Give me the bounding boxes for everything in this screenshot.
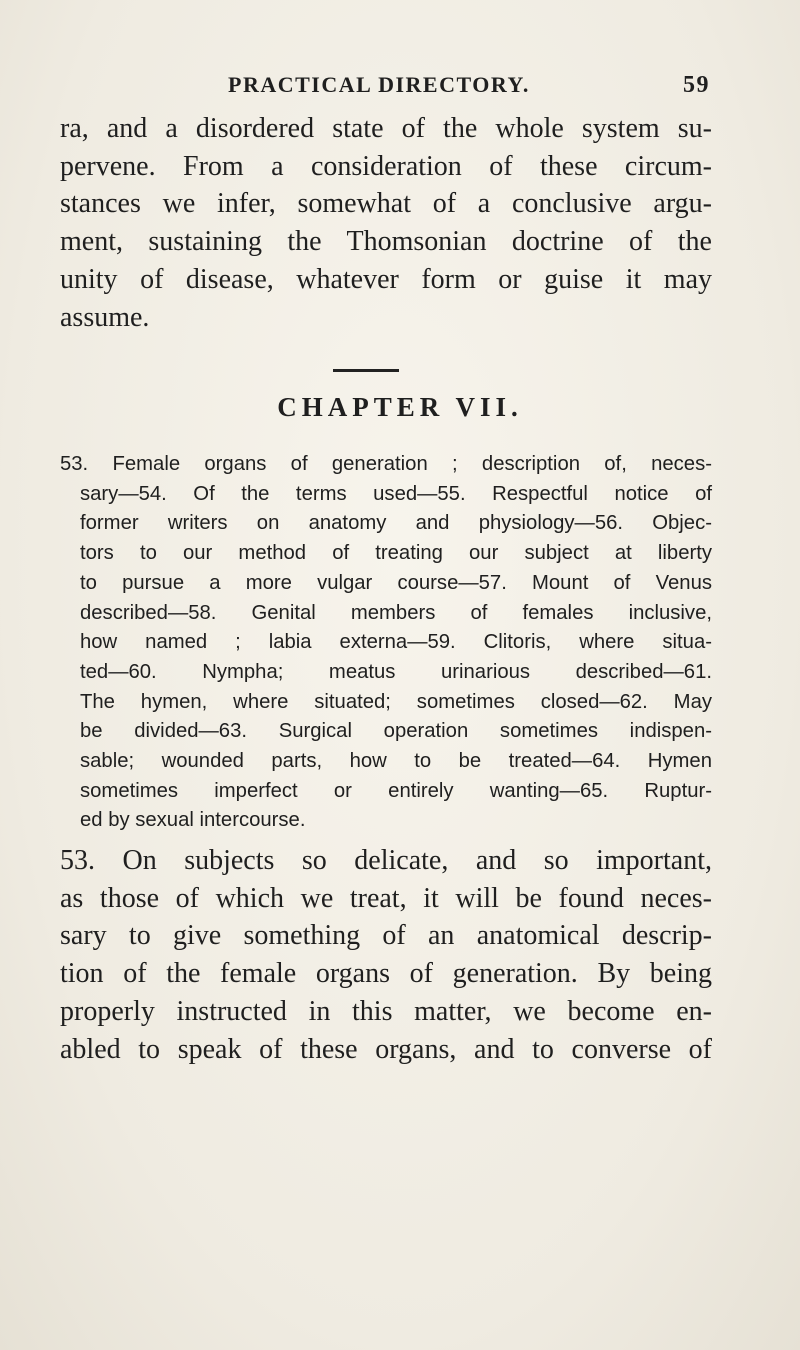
summary-line: sometimes imperfect or entirely wanting—65. Ruptur- bbox=[80, 779, 712, 802]
intro-paragraph bbox=[60, 110, 712, 336]
chapter-summary bbox=[60, 450, 712, 836]
summary-line: sable; wounded parts, how to be treated—64. Hymen bbox=[80, 750, 712, 773]
text-line: abled to speak of these organs, and to converse of bbox=[60, 1033, 712, 1065]
text-line: tion of the female organs of generation. By being bbox=[60, 958, 712, 990]
text-line: as those of which we treat, it will be found neces- bbox=[60, 882, 712, 914]
summary-line: sary—54. Of the terms used—55. Respectful notice of bbox=[80, 482, 712, 505]
text-line: pervene. From a consideration of these circum- bbox=[60, 150, 712, 182]
text-line: unity of disease, whatever form or guise it may bbox=[60, 263, 712, 295]
text-line: ment, sustaining the Thomsonian doctrine of the bbox=[60, 226, 712, 258]
body-paragraph bbox=[60, 842, 712, 1068]
text-line: ra, and a disordered state of the whole system su- bbox=[60, 113, 712, 144]
section-divider bbox=[333, 369, 399, 372]
text-line: properly instructed in this matter, we become en- bbox=[60, 995, 712, 1027]
summary-line: how named ; labia externa—59. Clitoris, where situa- bbox=[80, 631, 712, 654]
page-number: 59 bbox=[683, 72, 710, 98]
summary-line: former writers on anatomy and physiology—56. Objec- bbox=[80, 512, 712, 535]
summary-line: described—58. Genital members of females inclusive, bbox=[80, 601, 712, 624]
chapter-heading: CHAPTER VII. bbox=[277, 392, 523, 422]
running-title: PRACTICAL DIRECTORY. bbox=[228, 72, 530, 97]
text-line: sary to give something of an anatomical descrip- bbox=[60, 920, 712, 952]
text-line: assume. bbox=[60, 301, 150, 333]
text-line: 53. On subjects so delicate, and so important, bbox=[60, 845, 712, 876]
summary-line: ted—60. Nympha; meatus urinarious described—61. bbox=[80, 660, 712, 683]
summary-line: to pursue a more vulgar course—57. Mount of Venus bbox=[80, 571, 712, 594]
running-head bbox=[60, 72, 710, 102]
text-line: stances we infer, somewhat of a conclusive argu- bbox=[60, 188, 712, 220]
summary-line: be divided—63. Surgical operation sometimes indispen- bbox=[80, 720, 712, 743]
summary-line: ed by sexual intercourse. bbox=[80, 809, 306, 832]
summary-line: tors to our method of treating our subject at liberty bbox=[80, 542, 712, 565]
summary-line: The hymen, where situated; sometimes closed—62. May bbox=[80, 690, 712, 713]
summary-line: 53. Female organs of generation ; description of, neces- bbox=[60, 453, 712, 475]
